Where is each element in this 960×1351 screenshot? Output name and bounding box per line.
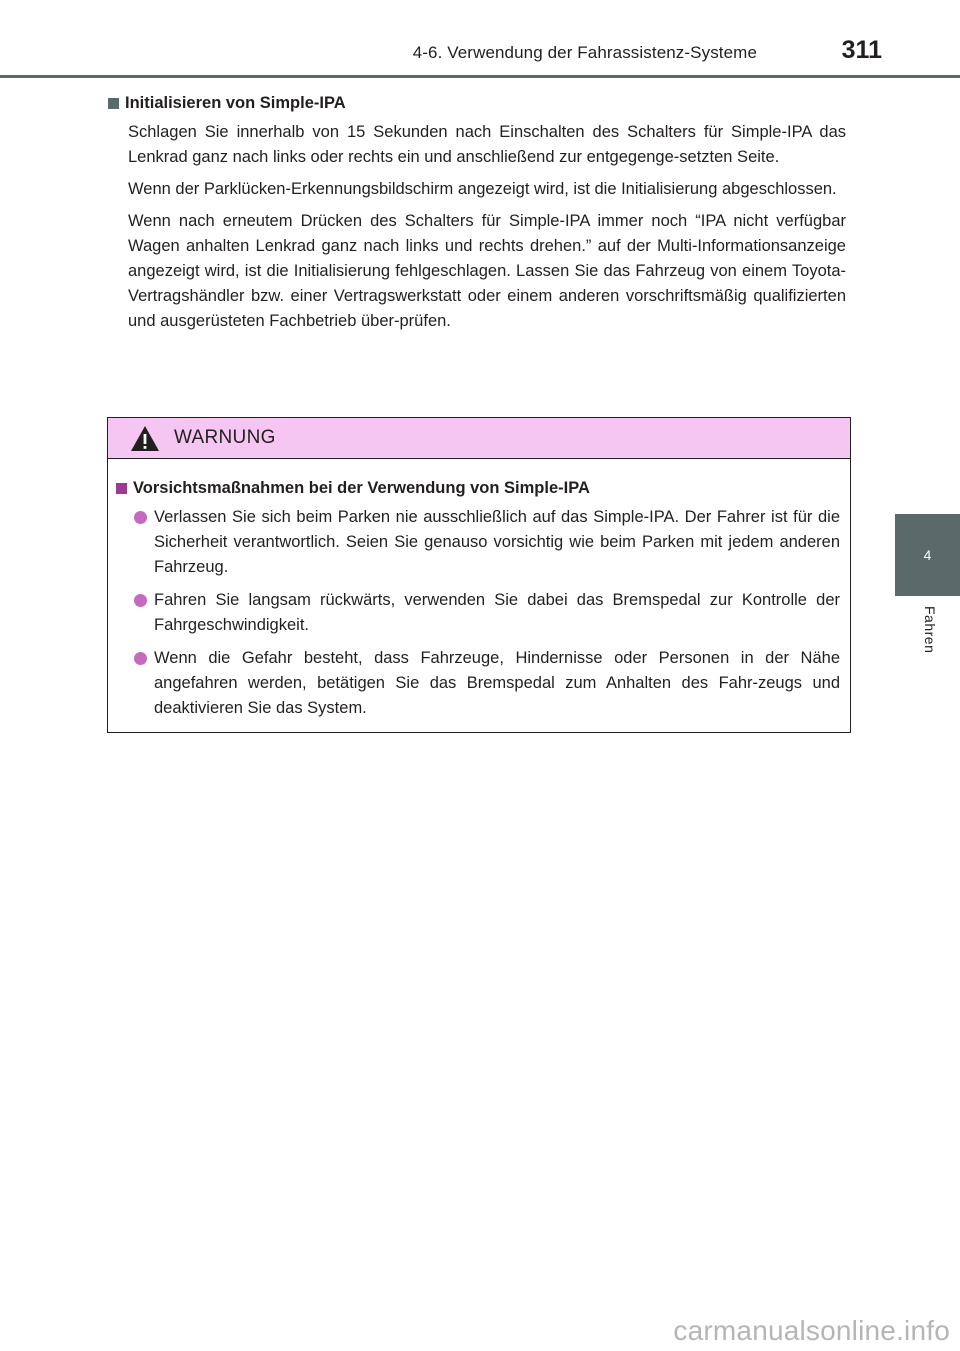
list-item — [116, 646, 840, 721]
warning-title: WARNUNG — [174, 427, 276, 448]
header-rule — [0, 75, 960, 78]
list-item-text: Wenn die Gefahr besteht, dass Fahrzeuge, Hindernisse oder Personen in der Nähe angefahren werden, betätigen Sie das Bremspedal zum Anhalten des Fahr-zeugs und deaktivieren Sie das System. — [154, 649, 840, 717]
paragraph: Wenn nach erneutem Drücken des Schalters für Simple-IPA immer noch “IPA nicht verfügbar Wagen anhalten Lenkrad ganz nach links und rechts drehen.” auf der Multi-Informationsanzeige angezeigt wird, ist die Initialisierung fehlgeschlagen. Lassen Sie das Fahrzeug von einem Toyota-Vertragshändler bzw. einer Vertragswerkstatt oder einem anderen vorschriftsmäßig qualifizierten und ausgerüsteten Fachbetrieb über-prüfen. — [128, 212, 846, 330]
warning-box — [107, 417, 851, 733]
chapter-tab[interactable] — [895, 514, 960, 596]
section-heading — [108, 92, 846, 114]
warning-heading — [116, 477, 840, 499]
section-heading-text: Initialisieren von Simple-IPA — [125, 94, 346, 112]
list-item-text: Fahren Sie langsam rückwärts, verwenden Sie dabei das Bremspedal zur Kontrolle der Fahrgeschwindigkeit. — [154, 591, 840, 634]
list-item — [116, 505, 840, 580]
section-initialization — [108, 92, 846, 334]
paragraph: Wenn der Parklücken-Erkennungsbildschirm angezeigt wird, ist die Initialisierung abgeschlossen. — [128, 180, 837, 198]
warning-triangle-icon — [130, 425, 160, 452]
paragraph: Schlagen Sie innerhalb von 15 Sekunden nach Einschalten des Schalters für Simple-IPA das Lenkrad ganz nach links oder rechts ein und anschließend zur entgegenge-setzten Seite. — [128, 123, 846, 166]
warning-body — [108, 459, 850, 721]
warning-list — [116, 505, 840, 721]
warning-header — [108, 418, 850, 459]
chapter-label: Fahren — [922, 606, 938, 654]
round-bullet-icon — [134, 594, 147, 607]
page-number: 311 — [841, 36, 882, 64]
chapter-number: 4 — [923, 547, 932, 563]
square-bullet-icon — [116, 483, 127, 494]
list-item-text: Verlassen Sie sich beim Parken nie ausschließlich auf das Simple-IPA. Der Fahrer ist für die Sicherheit verantwortlich. Seien Sie genauso vorsichtig wie beim Parken mit jedem anderen Fahrzeug. — [154, 508, 840, 576]
warning-heading-text: Vorsichtsmaßnahmen bei der Verwendung von Simple-IPA — [133, 479, 590, 497]
round-bullet-icon — [134, 652, 147, 665]
watermark: carmanualsonline.info — [673, 1315, 950, 1346]
header-title: 4-6. Verwendung der Fahrassistenz-Systeme — [412, 43, 757, 62]
round-bullet-icon — [134, 511, 147, 524]
list-item — [116, 588, 840, 638]
square-bullet-icon — [108, 98, 119, 109]
